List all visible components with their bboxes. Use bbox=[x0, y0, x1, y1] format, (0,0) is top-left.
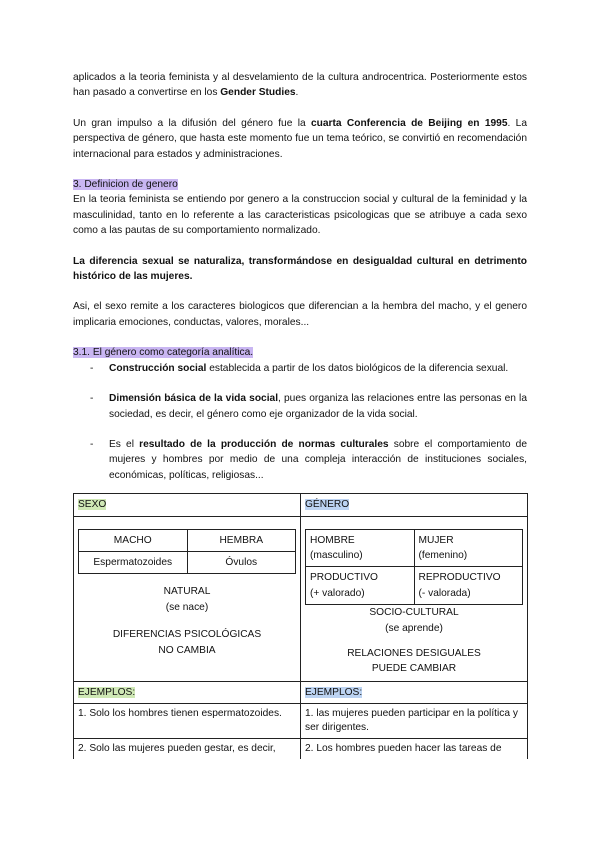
hombre-cell: HOMBRE (masculino) bbox=[306, 529, 415, 567]
hembra-cell: HEMBRA bbox=[187, 529, 296, 551]
natural-label: NATURAL bbox=[163, 586, 211, 598]
right-example-1: 1. las mujeres pueden participar en la política y ser dirigentes. bbox=[301, 704, 528, 739]
reproductivo-cell: REPRODUCTIVO (- valorada) bbox=[414, 567, 523, 605]
ejemplos-right-header: EJEMPLOS: bbox=[301, 681, 528, 703]
no-cambia-label: NO CAMBIA bbox=[158, 644, 216, 656]
genero-content-cell bbox=[301, 516, 528, 681]
left-example-2: 2. Solo las mujeres pueden gestar, es decir, bbox=[74, 739, 301, 760]
se-aprende-label: (se aprende) bbox=[385, 622, 443, 634]
bold-statement: La diferencia sexual se naturaliza, transformándose en desigualdad cultural en detrimento histórico de las mujeres. bbox=[73, 255, 527, 283]
productivo-cell: PRODUCTIVO (+ valorado) bbox=[306, 567, 415, 605]
genero-header-cell: GÉNERO bbox=[301, 494, 528, 516]
ovulos-cell: Óvulos bbox=[187, 551, 296, 573]
left-example-1: 1. Solo los hombres tienen espermatozoides. bbox=[74, 704, 301, 739]
sexo-inner-table bbox=[78, 529, 296, 575]
document-page bbox=[73, 70, 527, 759]
diferencias-label: DIFERENCIAS PSICOLÓGICAS bbox=[112, 629, 262, 641]
section-3-1-heading: 3.1. El género como categoría analítica. bbox=[73, 347, 254, 359]
list-item: - Construcción social establecida a partir de los datos biológicos de la diferencia sexual. bbox=[90, 362, 509, 374]
espermatozoides-cell: Espermatozoides bbox=[79, 551, 188, 573]
socio-cultural-label: SOCIO-CULTURAL bbox=[369, 607, 459, 619]
list-item: - Es el resultado de la producción de normas culturales sobre el comportamiento de mujeres y hombres por medio de una compleja interacción de instituciones sociales, económicas, políticas, religiosas... bbox=[90, 438, 527, 481]
relaciones-label: RELACIONES DESIGUALES bbox=[347, 647, 481, 659]
mujer-cell: MUJER (femenino) bbox=[414, 529, 523, 567]
sexo-header-cell: SEXO bbox=[74, 494, 301, 516]
macho-cell: MACHO bbox=[79, 529, 188, 551]
right-example-2: 2. Los hombres pueden hacer las tareas de bbox=[301, 739, 528, 760]
genero-inner-table bbox=[305, 529, 523, 606]
puede-cambiar-label: PUEDE CAMBIAR bbox=[371, 663, 457, 675]
paragraph-beijing: Un gran impulso a la difusión del género fue la cuarta Conferencia de Beijing en 1995. La perspectiva de género, que hasta este momento fue un tema teórico, se convirtió en recomendación internacional para estados y administraciones. bbox=[73, 117, 527, 160]
list-item: - Dimensión básica de la vida social, pues organiza las relaciones entre las personas en la sociedad, es decir, el género como eje organizador de la vida social. bbox=[90, 393, 527, 420]
section-3-text: En la teoria feminista se entiendo por genero a la construccion social y cultural de la feminidad y la masculinidad, tanto en lo referente a las caracteristicas psicologicas que se atribuye a cada sexo como a las pautas de su comportamiento normalizado. bbox=[73, 194, 527, 237]
section-3-text2: Asi, el sexo remite a los caracteres biologicos que diferencian a la hembra del macho, y el genero implicaria emociones, conductas, valores, morales... bbox=[73, 301, 527, 328]
paragraph-androcentric: aplicados a la teoria feminista y al desvelamiento de la cultura androcentrica. Posteriormente estos han pasado a convertirse en los Gender Studies. bbox=[73, 72, 527, 99]
sexo-genero-table bbox=[73, 493, 528, 759]
bullet-list bbox=[73, 361, 527, 483]
ejemplos-left-header: EJEMPLOS: bbox=[74, 681, 301, 703]
sexo-content-cell bbox=[74, 516, 301, 681]
section-3-heading: 3. Definicion de genero bbox=[73, 179, 178, 191]
se-nace-label: (se nace) bbox=[165, 601, 209, 613]
